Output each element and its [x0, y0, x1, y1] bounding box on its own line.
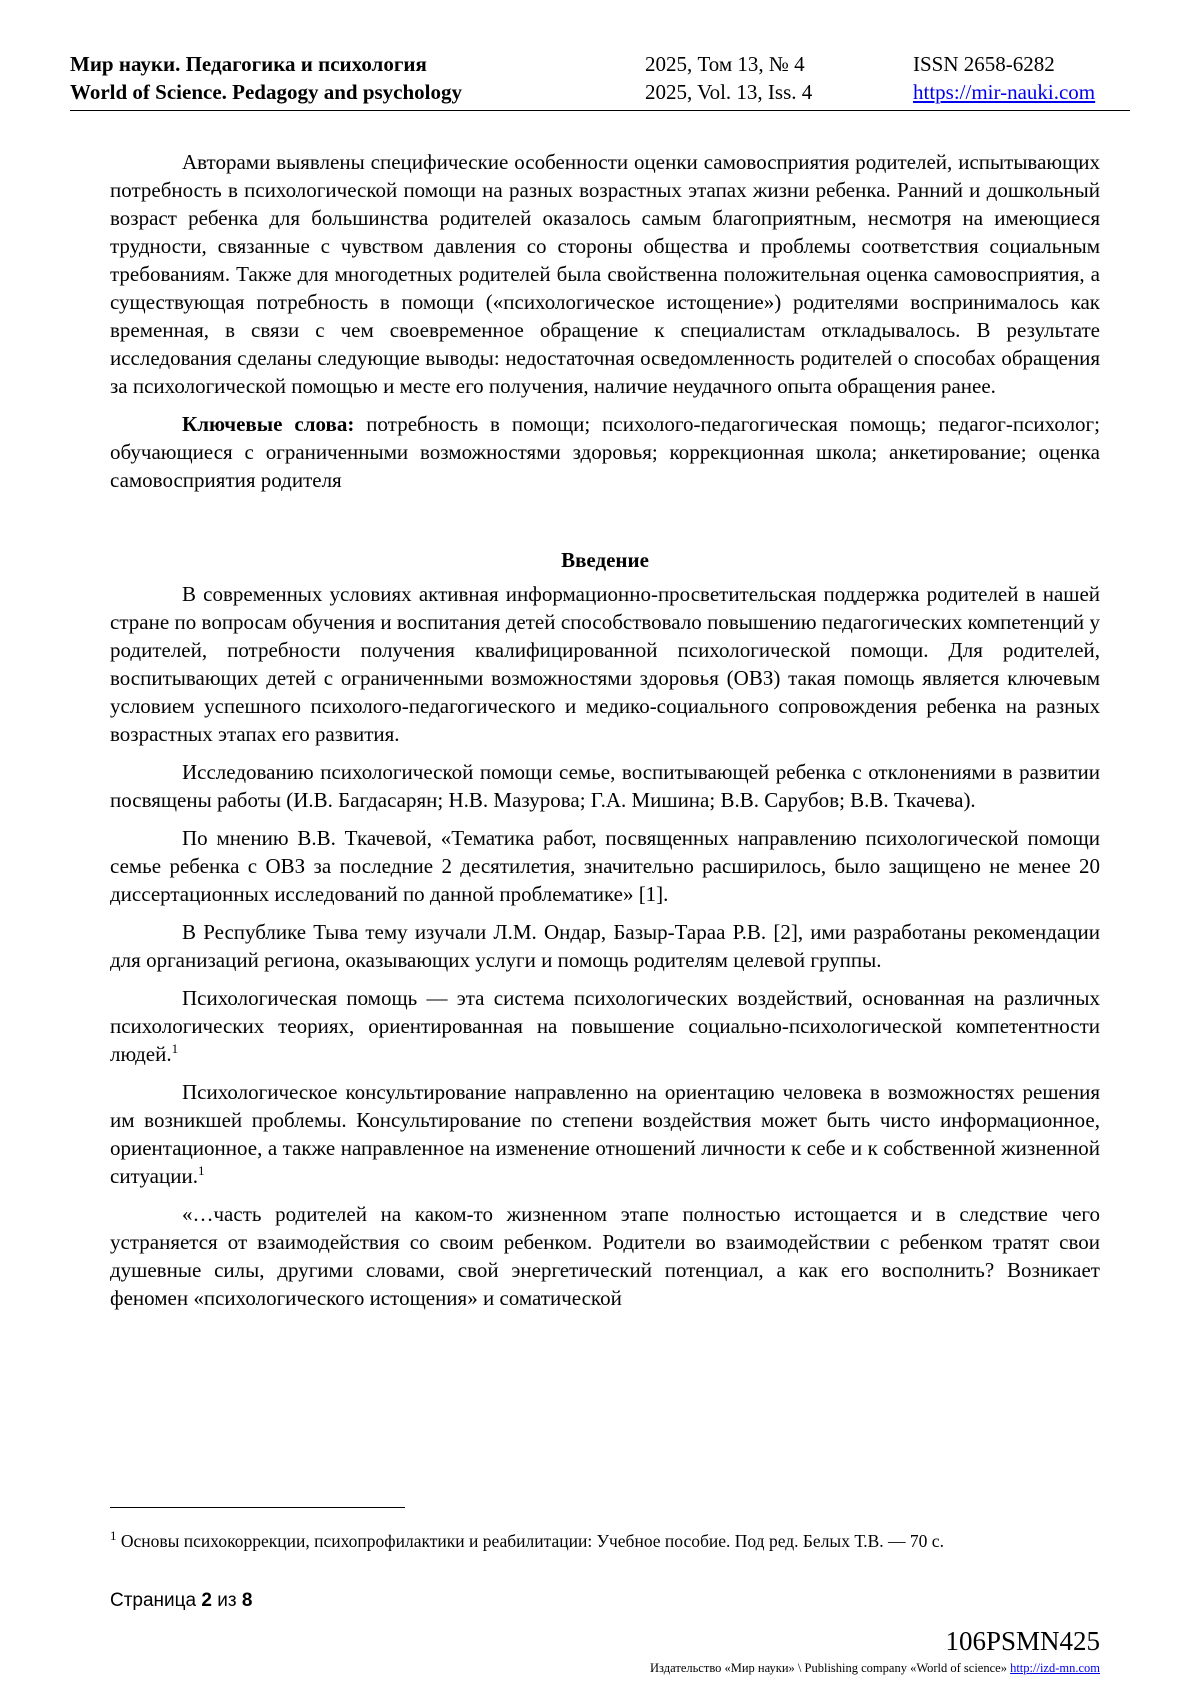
journal-title-en: World of Science. Pedagogy and psychology: [70, 80, 463, 104]
keywords-text: потребность в помощи; психолого-педагогическая помощь; педагог-психолог; обучающиеся с ограниченными возможностями здоровья; коррекционная школа; анкетирование; оценка самовосприятия родителя: [110, 412, 1100, 492]
body-paragraph: «…часть родителей на каком-то жизненном этапе полностью истощается и в следствие чего устраняется от взаимодействия со своим ребенком. Родители во взаимодействии с ребенком тратят свои душевные силы, другими словами, свой энергетический потенциал, а как его восполнить? Возникает феномен «психологического истощения» и соматической: [110, 1202, 1100, 1310]
page-total: 8: [241, 1590, 253, 1611]
header-row-ru: [70, 50, 1130, 78]
issue-en: 2025, Vol. 13, Iss. 4: [645, 80, 813, 104]
keywords-paragraph: [110, 410, 1100, 494]
body-paragraph-with-footnote: [110, 984, 1100, 1068]
publisher-line: [650, 1660, 1100, 1676]
body-paragraph: Исследованию психологической помощи семье, воспитывающей ребенка с отклонениями в развитии посвящены работы (И.В. Багдасарян; Н.В. Мазурова; Г.А. Мишина; В.В. Сарубов; В.В. Ткачева).: [110, 760, 1100, 812]
page-current: 2: [201, 1590, 212, 1611]
footnote-text: Основы психокоррекции, психопрофилактики и реабилитации: Учебное пособие. Под ред. Белых Т.В. — 70 с.: [120, 1531, 944, 1551]
page-of: из: [217, 1590, 237, 1611]
body-paragraph: По мнению В.В. Ткачевой, «Тематика работ, посвященных направлению психологической помощи семье ребенка с ОВЗ за последние 2 десятилетия, значительно расширилось, было защищено не менее 20 диссертационных исследований по данной проблематике» [1].: [110, 826, 1100, 906]
abstract-text: Авторами выявлены специфические особенности оценки самовосприятия родителей, испытывающих потребность в психологической помощи на разных возрастных этапах жизни ребенка. Ранний и дошкольный возраст ребенка для большинства родителей оказалось самым благоприятным, несмотря на имеющиеся трудности, связанные с чувством давления со стороны общества и проблемы соответствия социальным требованиям. Также для многодетных родителей была свойственна положительная оценка самовосприятия, а существующая потребность в помощи («психологическое истощение») родителями воспринималось как временная, в связи с чем своевременное обращение к специалистам откладывалось. В результате исследования сделаны следующие выводы: недостаточная осведомленность родителей о способах обращения за психологической помощью и месте его получения, наличие неудачного опыта обращения ранее.: [110, 150, 1100, 398]
journal-url-link[interactable]: https://mir-nauki.com: [913, 80, 1096, 104]
body-paragraph-text: Психологическая помощь — эта система психологических воздействий, основанная на различных психологических теориях, ориентированная на повышение социально-психологической компетентности людей.: [110, 986, 1100, 1066]
body-paragraph-with-footnote: [110, 1078, 1100, 1190]
footnote: [110, 1530, 1100, 1552]
body-paragraph: В современных условиях активная информационно-просветительская поддержка родителей в нашей стране по вопросам обучения и воспитания детей способствовало повышению педагогических компетенций у родителей, потребности получения квалифицированной психологической помощи. Для родителей, воспитывающих детей с ограниченными возможностями здоровья (ОВЗ) такая помощь является ключевым условием успешного психолого-педагогического и медико-социального сопровождения ребенка на разных возрастных этапах его развития.: [110, 582, 1100, 746]
publisher-url-link[interactable]: http://izd-mn.com: [1010, 1661, 1100, 1675]
page-number: [110, 1590, 252, 1612]
header-row-en: [70, 78, 1130, 106]
running-header: [70, 50, 1130, 111]
body-paragraph: В Республике Тыва тему изучали Л.М. Ондар, Базыр-Тараа Р.В. [2], ими разработаны рекомендации для организаций региона, оказывающих услуги и помощь родителям целевой группы.: [110, 920, 1100, 972]
footnote-divider: [110, 1507, 405, 1508]
body-paragraph-text: Психологическое консультирование направленно на ориентацию человека в возможностях решения им возникшей проблемы. Консультирование по степени воздействия может быть чисто информационное, ориентационное, а также направленное на изменение отношений личности к себе и к собственной жизненной ситуации.: [110, 1080, 1100, 1188]
publisher-text: Издательство «Мир науки» \ Publishing company «World of science»: [650, 1661, 1007, 1675]
journal-title-ru: Мир науки. Педагогика и психология: [70, 52, 427, 76]
issn: ISSN 2658-6282: [913, 52, 1055, 76]
section-title: Введение: [561, 548, 649, 572]
issue-ru: 2025, Том 13, № 4: [645, 52, 805, 76]
keywords-label: Ключевые слова:: [182, 412, 355, 436]
footnote-ref[interactable]: 1: [197, 1163, 205, 1178]
article-code: 106PSMN425: [945, 1626, 1100, 1656]
footnote-ref[interactable]: 1: [171, 1041, 179, 1056]
page-body: [110, 148, 1100, 1322]
footnote-mark: 1: [110, 1528, 117, 1544]
page-prefix: Страница: [110, 1590, 197, 1611]
